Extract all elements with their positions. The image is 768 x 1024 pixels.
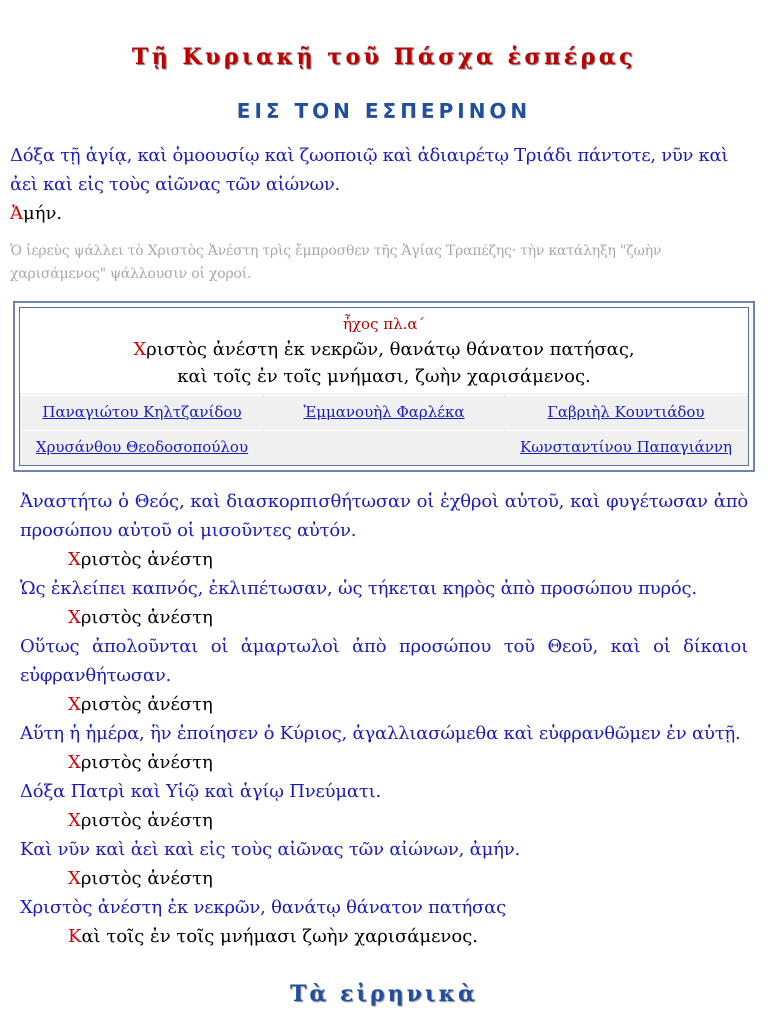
hymn-line-1: ριστὸς ἀνέστη ἐκ νεκρῶν, θανάτῳ θάνατον πατήσας, (146, 339, 635, 360)
refrain (20, 545, 748, 574)
refrain-rest: ριστὸς ἀνέστη (80, 868, 213, 889)
verses-section (20, 487, 748, 951)
hymn-box (13, 301, 755, 472)
composer-link[interactable]: Ἐμμανουὴλ Φαρλέκα (303, 403, 465, 421)
refrain-rest: ριστὸς ἀνέστη (80, 549, 213, 570)
hymn-box-inner (19, 307, 749, 466)
composer-link[interactable]: Κωνσταντίνου Παπαγιάννη (520, 438, 732, 456)
refrain-initial: Χ (68, 868, 81, 889)
refrain-rest: ριστὸς ἀνέστη (80, 810, 213, 831)
composer-cell-empty (264, 430, 504, 463)
composer-links-table (20, 393, 748, 465)
tone-label: ἦχος πλ.α΄ (342, 315, 426, 333)
refrain-initial: Χ (68, 549, 81, 570)
composer-link[interactable]: Παναγιώτου Κηλτζανίδου (42, 403, 242, 421)
verse: Δόξα Πατρὶ καὶ Υἱῷ καὶ ἁγίῳ Πνεύματι. (20, 781, 381, 802)
composer-links-row (22, 430, 746, 463)
refrain-initial: Χ (68, 752, 81, 773)
amen-rest: μήν. (23, 203, 63, 224)
composer-link[interactable]: Χρυσάνθου Θεοδοσοπούλου (35, 438, 249, 456)
refrain-rest: ριστὸς ἀνέστη (80, 694, 213, 715)
refrain (20, 690, 748, 719)
final-line-rest: αὶ τοῖς ἐν τοῖς μνήμασι ζωὴν χαρισάμενος. (81, 926, 478, 947)
refrain (20, 806, 748, 835)
amen-line (10, 199, 758, 228)
verse: Αὕτη ἡ ἡμέρα, ἣν ἐποίησεν ὁ Κύριος, ἀγαλλιασώμεθα καὶ εὐφρανθῶμεν ἐν αὐτῇ. (20, 723, 741, 744)
page-title: Τῇ Κυριακῇ τοῦ Πάσχα ἑσπέρας (131, 44, 637, 70)
composer-cell (506, 395, 746, 428)
verse: Καὶ νῦν καὶ ἀεὶ καὶ εἰς τοὺς αἰῶνας τῶν αἰώνων, ἀμήν. (20, 839, 520, 860)
verse: Χριστὸς ἀνέστη ἐκ νεκρῶν, θανάτῳ θάνατον πατήσας (20, 897, 506, 918)
refrain-rest: ριστὸς ἀνέστη (80, 752, 213, 773)
doxology-text: Δόξα τῇ ἁγίᾳ, καὶ ὁμοουσίῳ καὶ ζωοποιῷ καὶ ἀδιαιρέτῳ Τριάδι πάντοτε, νῦν καὶ ἀεὶ καὶ εἰς τοὺς αἰῶνας τῶν αἰώνων. (10, 145, 729, 195)
refrain (20, 864, 748, 893)
refrain-initial: Χ (68, 694, 81, 715)
hymn-initial: Χ (133, 339, 147, 360)
hymn-text (20, 336, 748, 390)
verse: Ἀναστήτω ὁ Θεός, καὶ διασκορπισθήτωσαν οἱ ἐχθροὶ αὐτοῦ, καὶ φυγέτωσαν ἀπὸ προσώπου αὐτοῦ οἱ μισοῦντες αὐτόν. (20, 491, 748, 541)
composer-cell (22, 430, 262, 463)
composer-links-row (22, 395, 746, 428)
final-line (20, 922, 748, 951)
verse: Οὕτως ἀπολοῦνται οἱ ἁμαρτωλοὶ ἀπὸ προσώπου τοῦ Θεοῦ, καὶ οἱ δίκαιοι εὐφρανθήτωσαν. (20, 636, 748, 686)
rubric-instruction: Ὁ ἱερεὺς ψάλλει τὸ Χριστὸς Ἀνέστη τρὶς ἔμπροσθεν τῆς Ἁγίας Τραπέζης· τὴν κατάληξη "ζωὴν χαρισάμενος" ψάλλουσιν οἱ χοροί. (10, 243, 662, 282)
composer-cell (22, 395, 262, 428)
refrain-initial: Χ (68, 810, 81, 831)
refrain (20, 748, 748, 777)
verse: Ὡς ἐκλείπει καπνός, ἐκλιπέτωσαν, ὡς τήκεται κηρὸς ἀπὸ προσώπου πυρός. (20, 578, 697, 599)
amen-initial: Ἀ (10, 203, 23, 224)
section-heading: ΕΙΣ ΤΟΝ ΕΣΠΕΡΙΝΟΝ (236, 99, 532, 123)
refrain-initial: Χ (68, 607, 81, 628)
composer-cell (264, 395, 504, 428)
refrain-rest: ριστὸς ἀνέστη (80, 607, 213, 628)
hymn-line-2: καὶ τοῖς ἐν τοῖς μνήμασι, ζωὴν χαρισάμενος. (177, 366, 591, 387)
final-line-initial: Κ (68, 926, 82, 947)
refrain (20, 603, 748, 632)
next-section-heading: Τὰ εἰρηνικὰ (290, 981, 478, 1007)
composer-link[interactable]: Γαβριὴλ Κουντιάδου (547, 403, 705, 421)
composer-cell (506, 430, 746, 463)
